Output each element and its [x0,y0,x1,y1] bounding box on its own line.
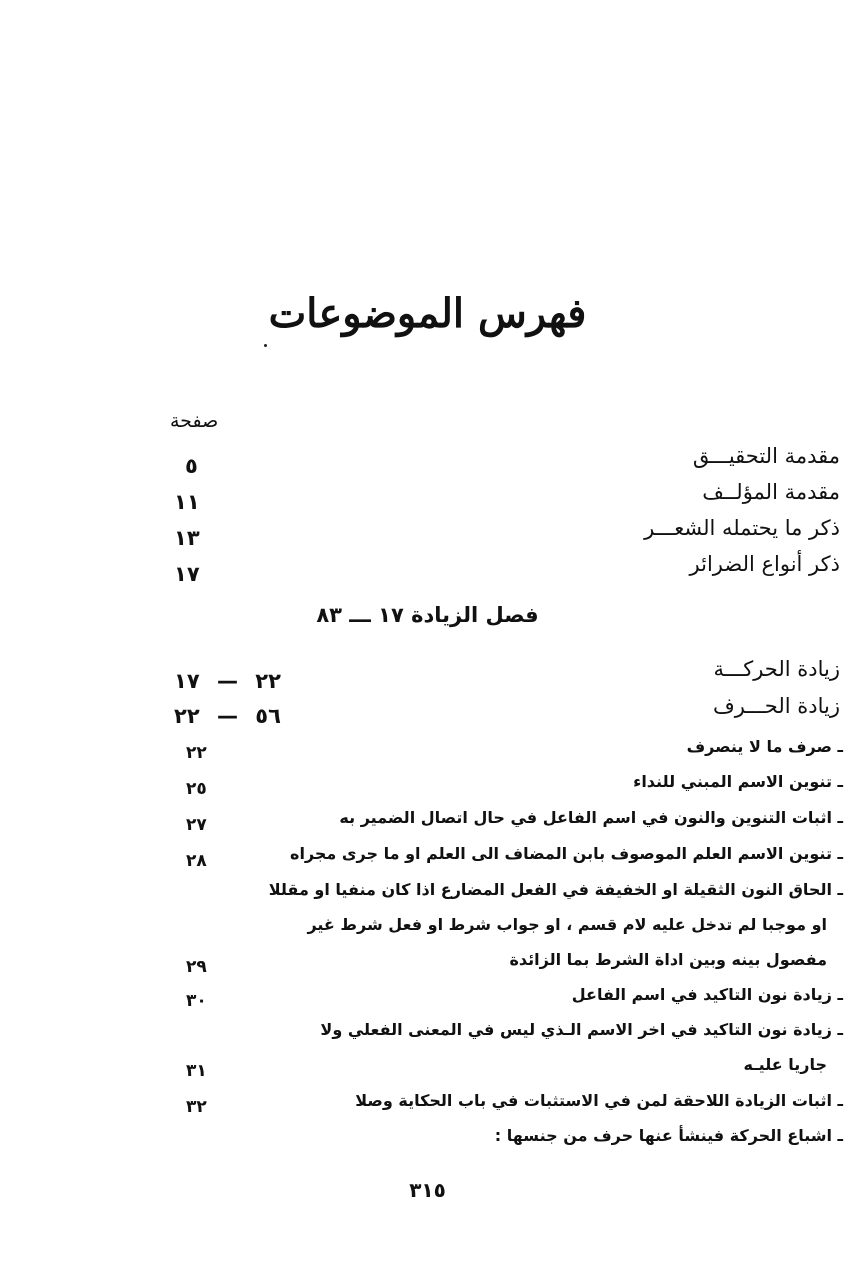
range-dash: — [216,669,238,693]
toc-subentry: ـ اشباع الحركة فينشأ عنها حرف من جنسها : [494,1126,843,1145]
range-to: ٥٦ [255,704,281,728]
toc-subentry: ـ زيادة نون التاكيد في اسم الفاعل [571,985,843,1004]
toc-subentry: ـ اثبات التنوين والنون في اسم الفاعل في حال اتصال الضمير به [339,808,843,827]
page-number: ٣١٥ [409,1178,446,1202]
toc-entry-title: ذكر ما يحتمله الشعـــر [644,516,840,540]
toc-entry-range [174,669,281,693]
range-dash: — [216,704,238,728]
toc-subentry-page: ٢٨ [186,851,207,871]
page-title: فهرس الموضوعات [268,290,587,337]
range-from: ١٧ [174,669,200,693]
range-to: ٢٢ [255,669,281,693]
toc-subentry-continued: جاريا عليـه [743,1055,827,1074]
toc-subentry-page: ٢٢ [186,743,207,763]
toc-subentry-continued: او موجبا لم تدخل عليه لام قسم ، او جواب شرط او فعل شرط غير [307,915,827,934]
toc-entry-page: ١١ [174,490,200,514]
toc-subentry-page: ٣١ [186,1061,207,1081]
toc-entry-range [174,704,281,728]
toc-subentry-page: ٢٥ [186,779,207,799]
toc-subentry: ـ اثبات الزيادة اللاحقة لمن في الاستثبات في باب الحكاية وصلا [355,1091,843,1110]
section-heading: فصل الزيادة ١٧ ـــ ٨٣ [316,603,539,627]
toc-subentry-continued: مفصول بينه وبين اداة الشرط بما الزائدة [509,950,827,969]
toc-entry-title: مقدمة التحقيـــق [692,444,840,468]
page-column-header: صفحة [170,410,219,432]
range-from: ٢٢ [174,704,200,728]
toc-entry-page: ٥ [185,454,198,478]
toc-subentry: ـ تنوين الاسم المبني للنداء [633,772,843,791]
toc-entry-title: زيادة الحركـــة [713,657,840,681]
toc-entry-page: ١٧ [174,562,200,586]
toc-subentry: ـ زيادة نون التاكيد في اخر الاسم الـذي ليس في المعنى الفعلي ولا [320,1020,843,1039]
ink-speck [264,344,267,347]
toc-entry-page: ١٣ [174,526,200,550]
toc-subentry: ـ تنوين الاسم العلم الموصوف بابن المضاف الى العلم او ما جرى مجراه [290,844,843,863]
toc-subentry: ـ صرف ما لا ينصرف [686,737,843,756]
toc-subentry-page: ٣٠ [186,991,207,1011]
toc-subentry-page: ٣٢ [186,1097,207,1117]
toc-subentry: ـ الحاق النون الثقيلة او الخفيفة في الفعل المضارع اذا كان منفيا او مقللا [268,880,843,899]
toc-subentry-page: ٢٧ [186,815,207,835]
toc-entry-title: مقدمة المؤلــف [702,480,840,504]
toc-entry-title: ذكر أنواع الضرائر [689,552,840,576]
toc-subentry-page: ٢٩ [186,957,207,977]
toc-entry-title: زيادة الحـــرف [712,694,840,718]
